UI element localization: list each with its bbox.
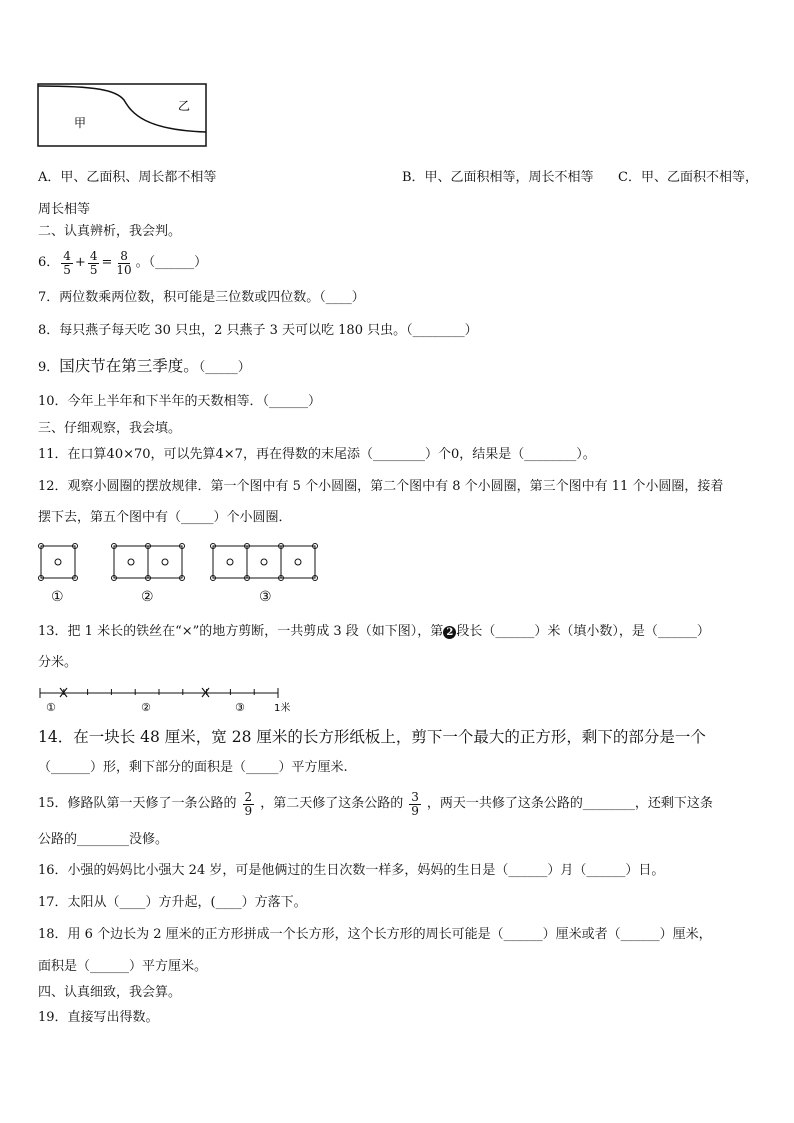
q6-number: 6． [38, 255, 60, 270]
question-12-line-2: 摆下去，第五个图中有（_____）个小圆圈． [38, 510, 292, 525]
question-12-line-1: 12．观察小圆圈的摆放规律．第一个图中有 5 个小圆圈，第二个图中有 8 个小圆圈，第三个图中有 11 个小圆圈，接着 [38, 479, 724, 494]
question-11: 11．在口算40×70，可以先算4×7，再在得数的末尾添（________）个0，结果是（________）。 [38, 447, 596, 462]
circle-pattern-figure-1 [36, 541, 82, 583]
question-15-line-1 [38, 787, 713, 821]
question-17: 17．太阳从（____）方升起，(____）方落下。 [38, 895, 307, 910]
section-3-heading: 三、仔细观察，我会填。 [38, 421, 182, 436]
question-15-line-2: 公路的________没修。 [38, 832, 169, 847]
section-4-heading: 四、认真细致，我会算。 [38, 985, 182, 1000]
question-7: 7．两位数乘两位数，积可能是三位数或四位数。（____） [38, 290, 365, 305]
ruler-label-3: ③ [235, 701, 245, 714]
option-a: A．甲、乙面积、周长都不相等 [38, 170, 217, 185]
figure-label-2: ② [141, 589, 154, 605]
question-14-line-2: （______）形，剩下部分的面积是（_____）平方厘米. [38, 760, 348, 775]
option-c: C．甲、乙面积不相等， [618, 170, 758, 185]
q6-fraction-3: $\frac{8}{10}$ [116, 248, 132, 277]
circled-number-2: 2 [443, 626, 456, 639]
question-9 [38, 357, 251, 377]
q15-fraction-2: $\frac{3}{9}$ [411, 789, 419, 818]
circle-pattern-figure-3 [208, 541, 322, 583]
question-13-line-1 [38, 623, 710, 641]
ruler-label-1: ① [46, 701, 56, 714]
q15-fraction-1: $\frac{2}{9}$ [244, 789, 253, 818]
q15-text-b: ，第二天修了这条公路的 [260, 796, 404, 811]
q13-text-a: 13．把 1 米长的铁丝在“×”的地方剪断，一共剪成 3 段（如下图），第 [38, 624, 444, 639]
ruler-label-end: 1米 [274, 703, 291, 714]
area-comparison-figure [36, 82, 211, 150]
q6-fraction-1: $\frac{4}{5}$ [63, 248, 71, 277]
question-8: 8．每只燕子每天吃 30 只虫，2 只燕子 3 天可以吃 180 只虫。（________） [38, 323, 478, 338]
figure-label-3: ③ [259, 589, 272, 605]
question-6 [38, 245, 207, 281]
q6-plus: + [74, 255, 86, 270]
wire-ruler-figure [36, 685, 296, 717]
q9-text: 国庆节在第三季度。 [59, 357, 199, 375]
section-2-heading: 二、认真辨析，我会判。 [38, 224, 182, 239]
region-jia-label: 甲 [74, 116, 87, 130]
ruler-label-2: ② [141, 701, 151, 714]
question-14-line-1: 14．在一块长 48 厘米，宽 28 厘米的长方形纸板上，剪下一个最大的正方形，剩下的部分是一个 [38, 728, 706, 746]
q6-fraction-2: $\frac{4}{5}$ [89, 248, 98, 277]
q13-text-b: 段长（______）米（填小数），是（______） [456, 624, 710, 639]
option-b: B．甲、乙面积相等，周长不相等 [402, 170, 594, 185]
q6-answer-blank: 。（______） [135, 255, 208, 270]
region-yi-label: 乙 [178, 99, 191, 113]
question-16: 16．小强的妈妈比小强大 24 岁，可是他俩过的生日次数一样多，妈妈的生日是（______）月（______）日。 [38, 863, 665, 878]
q9-answer-blank: （_____） [198, 360, 251, 375]
question-19: 19．直接写出得数。 [38, 1010, 159, 1025]
q6-equals: = [101, 255, 113, 270]
question-10: 10．今年上半年和下半年的天数相等．（______） [38, 394, 322, 409]
figure-label-1: ① [51, 589, 64, 605]
question-18-line-1: 18．用 6 个边长为 2 厘米的正方形拼成一个长方形，这个长方形的周长可能是（______）厘米或者（______）厘米， [38, 927, 712, 942]
option-c-continued: 周长相等 [38, 202, 91, 217]
q15-text-a: 15．修路队第一天修了一条公路的 [38, 796, 237, 811]
circle-pattern-figure-2 [109, 541, 189, 583]
q15-text-c: ，两天一共修了这条公路的________，还剩下这条 [426, 796, 713, 811]
q9-number: 9． [38, 360, 60, 375]
question-18-line-2: 面积是（______）平方厘米。 [38, 959, 208, 974]
question-13-line-2: 分米。 [38, 655, 78, 670]
